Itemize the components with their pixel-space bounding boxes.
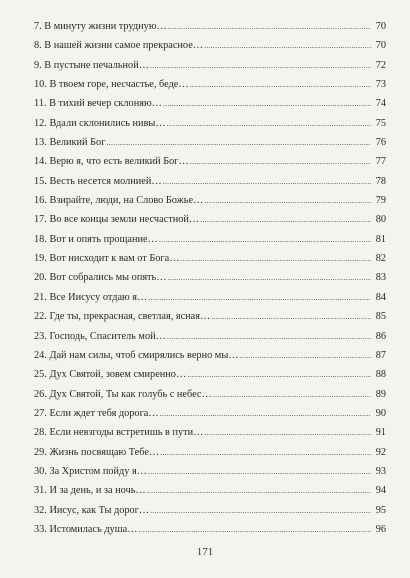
toc-entry-title: 8. В нашей жизни самое прекрасное… [34,40,204,52]
toc-dot-leader [150,56,371,75]
toc-entry-title: 21. Все Иисусу отдаю я… [34,291,148,303]
toc-entry [34,94,386,113]
toc-entry-page: 91 [375,427,386,439]
toc-entry [34,404,386,423]
toc-entry [34,249,386,268]
toc-entry-title: 14. Верю я, что есть великий Бог… [34,156,189,168]
toc-dot-leader [204,36,371,55]
toc-entry-title: 23. Господь, Спаситель мой… [34,330,166,342]
toc-entry [34,230,386,249]
toc-entry-page: 92 [375,446,386,458]
toc-dot-leader [148,288,371,307]
toc-dot-leader [167,114,371,133]
toc-entry-page: 84 [375,291,386,303]
toc-entry-title: 28. Если невзгоды встретишь в пути… [34,427,204,439]
toc-entry-title: 13. Великий Бог [34,137,106,149]
toc-dot-leader [168,268,371,287]
toc-dot-leader [213,385,371,404]
toc-dot-leader [190,152,371,171]
toc-dot-leader [240,346,371,365]
toc-entry [34,56,386,75]
toc-entry [34,520,386,539]
toc-entry-title: 25. Дух Святой, зовем смиренно… [34,369,187,381]
toc-entry [34,481,386,500]
toc-entry-page: 77 [375,156,386,168]
toc-entry [34,210,386,229]
toc-entry [34,501,386,520]
toc-entry-page: 86 [375,330,386,342]
toc-entry [34,423,386,442]
toc-dot-leader [159,230,371,249]
toc-entry-page: 93 [375,465,386,477]
toc-entry-page: 70 [375,21,386,32]
toc-dot-leader [200,210,371,229]
toc-entry-title: 15. Весть несется молнией… [34,175,162,187]
toc-entry-title: 32. Иисус, как Ты дорог… [34,504,150,516]
toc-entry-page: 82 [375,253,386,265]
toc-entry [34,462,386,481]
toc-entry [34,191,386,210]
page-number: 171 [196,546,214,558]
toc-dot-leader [139,520,371,539]
toc-entry-title: 33. Истомилась душа… [34,523,138,535]
toc-entry-page: 96 [375,523,386,535]
toc-dot-leader [190,75,371,94]
toc-entry [34,288,386,307]
toc-dot-leader [160,443,371,462]
toc-entry-title: 9. В пустыне печальной… [34,59,150,71]
toc-dot-leader [211,307,371,326]
toc-entry-title: 27. Если ждет тебя дорога… [34,407,159,419]
toc-entry [34,346,386,365]
toc-entry [34,17,386,36]
toc-dot-leader [163,172,371,191]
toc-entry-page: 76 [375,137,386,149]
toc-dot-leader [160,404,371,423]
toc-dot-leader [204,191,371,210]
toc-entry-title: 22. Где ты, прекрасная, светлая, ясная… [34,311,211,323]
toc-entry-title: 17. Во все концы земли несчастной… [34,214,200,226]
toc-entry-page: 80 [375,214,386,226]
toc-entry-page: 79 [375,195,386,207]
toc-entry-page: 88 [375,369,386,381]
toc-entry-page: 89 [375,388,386,400]
toc-entry-title: 16. Взирайте, люди, на Слово Божье… [34,195,204,207]
toc-entry [34,365,386,384]
toc-entry-page: 94 [375,485,386,497]
toc-entry-page: 74 [375,98,386,110]
toc-entry-title: 30. За Христом пойду я… [34,465,147,477]
toc-entry-page: 81 [375,233,386,245]
toc-entry-page: 90 [375,407,386,419]
toc-entry-title: 31. И за день, и за ночь… [34,485,146,497]
toc-entry-page: 75 [375,117,386,129]
toc-entry-page: 78 [375,175,386,187]
toc-entry-title: 19. Вот нисходит к вам от Бога… [34,253,180,265]
toc-entry-title: 11. В тихий вечер склоняю… [34,98,162,110]
toc-entry [34,152,386,171]
toc-entry-title: 24. Дай нам силы, чтоб смирялись верно мы… [34,349,239,361]
toc-dot-leader [106,133,371,152]
table-of-contents [34,17,386,539]
toc-entry [34,172,386,191]
toc-entry-title: 20. Вот собрались мы опять… [34,272,167,284]
toc-entry-title: 26. Дух Святой, Ты как голубь с небес… [34,388,212,400]
toc-entry [34,385,386,404]
toc-entry [34,133,386,152]
toc-entry-title: 29. Жизнь посвящаю Тебе… [34,446,160,458]
toc-dot-leader [163,94,371,113]
toc-entry-page: 87 [375,349,386,361]
toc-entry [34,268,386,287]
toc-entry-title: 12. Вдали склонились нивы… [34,117,166,129]
toc-entry [34,307,386,326]
toc-entry [34,443,386,462]
toc-entry-page: 72 [375,59,386,71]
toc-dot-leader [187,365,371,384]
toc-entry-page: 73 [375,79,386,91]
toc-dot-leader [150,501,371,520]
toc-dot-leader [147,481,371,500]
toc-entry-title: 18. Вот и опять прощание… [34,233,158,245]
toc-entry [34,36,386,55]
toc-dot-leader [148,462,371,481]
toc-dot-leader [204,423,371,442]
toc-entry [34,114,386,133]
toc-entry-page: 83 [375,272,386,284]
toc-entry-page: 95 [375,504,386,516]
toc-entry [34,75,386,94]
toc-entry-title: 7. В минуту жизни трудную… [34,21,167,32]
toc-entry-title: 10. В твоем горе, несчастье, беде… [34,79,189,91]
toc-dot-leader [167,327,371,346]
toc-entry [34,327,386,346]
toc-dot-leader [181,249,372,268]
toc-entry-page: 70 [375,40,386,52]
toc-entry-page: 85 [375,311,386,323]
toc-dot-leader [168,17,371,36]
